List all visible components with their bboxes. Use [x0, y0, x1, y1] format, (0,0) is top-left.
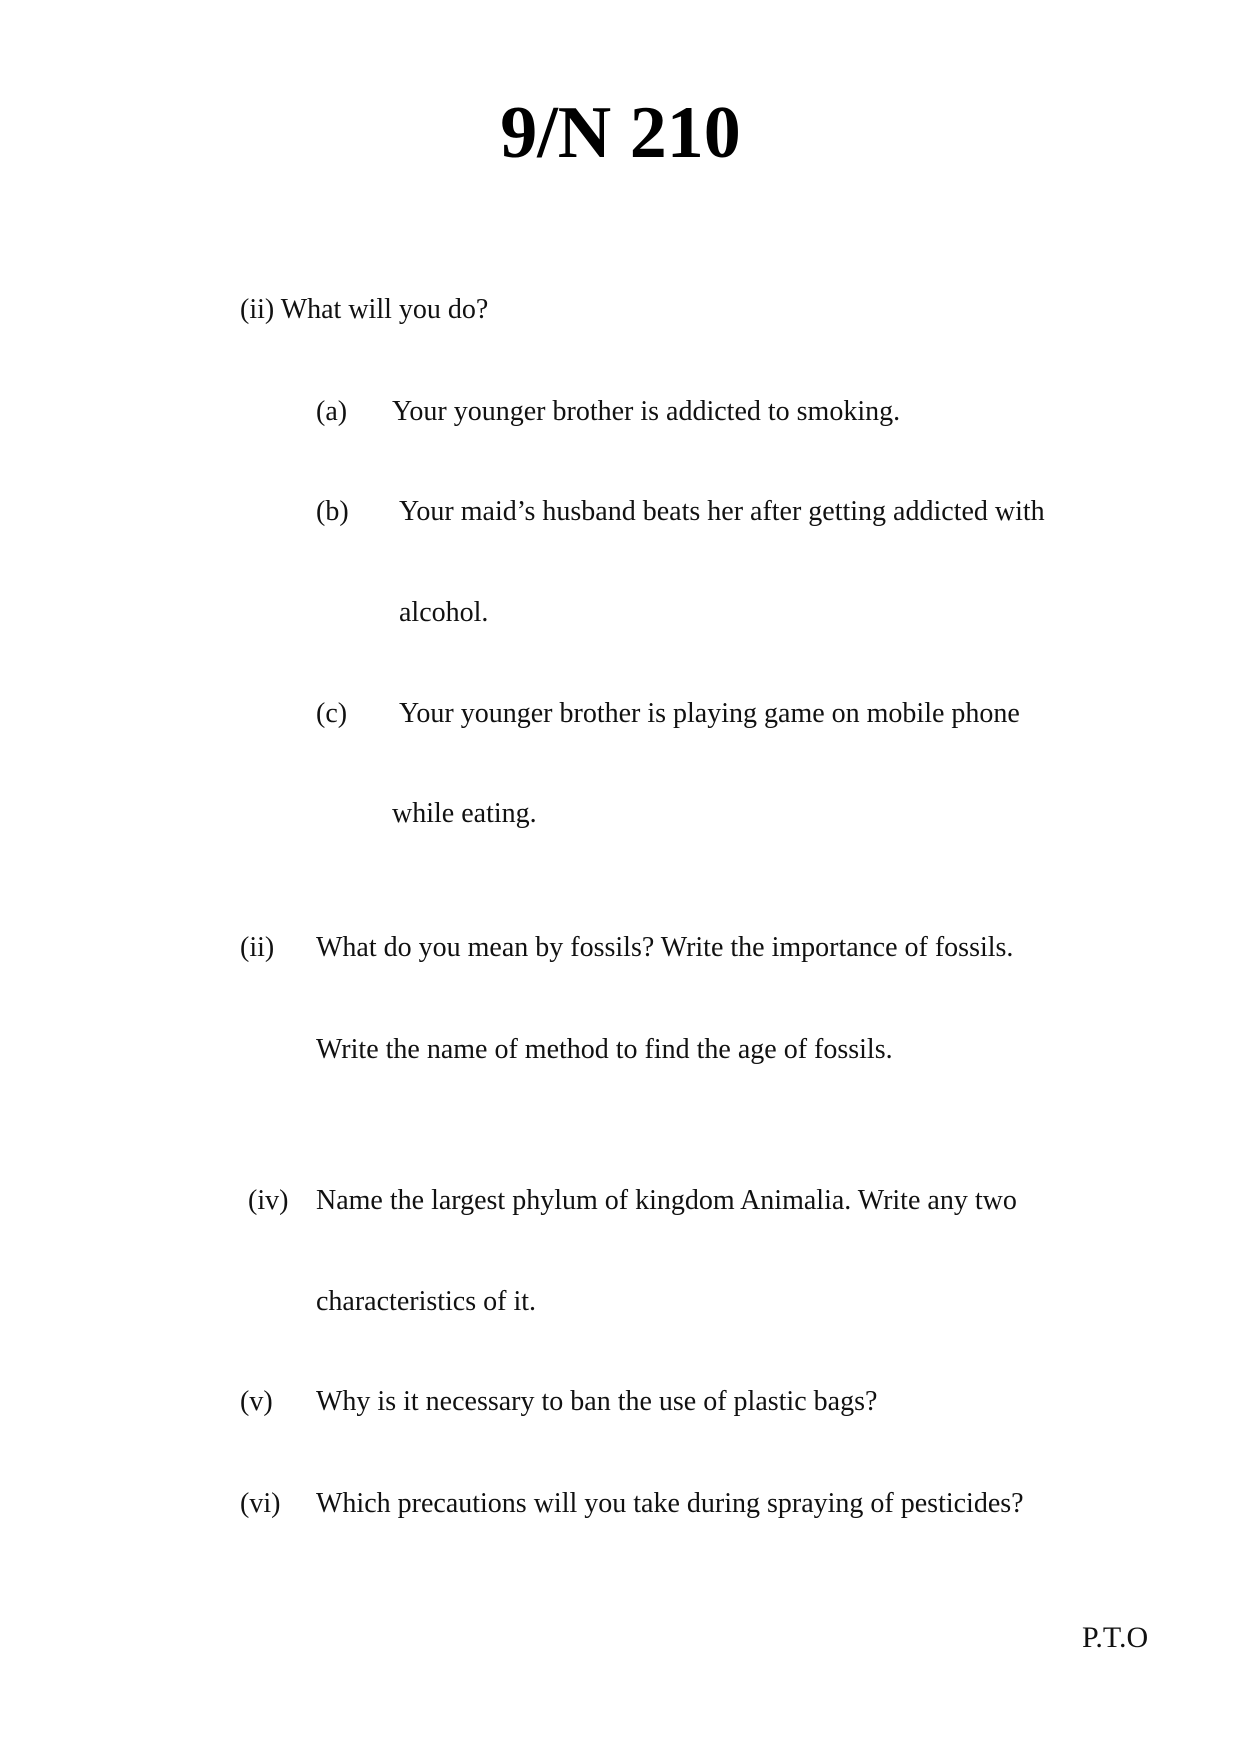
- question-text: Name the largest phylum of kingdom Animalia. Write any two: [316, 1185, 1017, 1216]
- sub-question-label: (b): [316, 496, 349, 527]
- question-text: Why is it necessary to ban the use of plastic bags?: [316, 1386, 878, 1417]
- question-text: What do you mean by fossils? Write the importance of fossils.: [316, 932, 1014, 963]
- sub-question-label: (c): [316, 698, 348, 729]
- question-label: (ii): [240, 932, 275, 963]
- sub-question-text-continued: alcohol.: [399, 597, 489, 628]
- question-label: (v): [240, 1386, 273, 1417]
- sub-question-text-continued: while eating.: [392, 798, 537, 829]
- question-text: Which precautions will you take during spraying of pesticides?: [316, 1488, 1024, 1519]
- question-intro: (ii) What will you do?: [240, 294, 489, 325]
- sub-question-text: Your maid’s husband beats her after getting addicted with: [399, 496, 1045, 527]
- sub-question-text: Your younger brother is playing game on mobile phone: [399, 698, 1020, 729]
- sub-question-text: Your younger brother is addicted to smoking.: [392, 396, 901, 427]
- question-text-continued: Write the name of method to find the age of fossils.: [316, 1034, 893, 1065]
- question-text-continued: characteristics of it.: [316, 1286, 537, 1317]
- page-title: 9/N 210: [500, 92, 741, 174]
- sub-question-label: (a): [316, 396, 348, 427]
- question-label: (vi): [240, 1488, 281, 1519]
- question-label: (iv): [248, 1185, 289, 1216]
- page-footer-pto: P.T.O: [1082, 1621, 1149, 1654]
